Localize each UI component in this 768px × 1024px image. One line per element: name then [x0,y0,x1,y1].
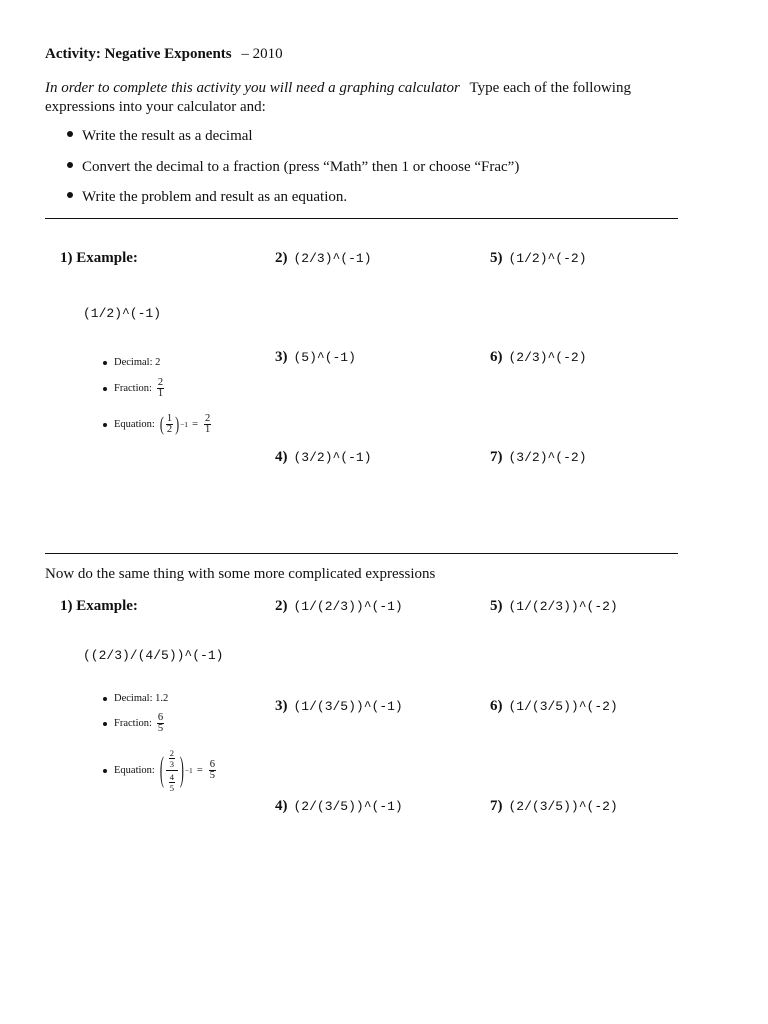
problem-number: 3) [275,349,288,365]
fraction-denominator: 5 [157,723,164,734]
bullet-text: Write the problem and result as an equation. [82,189,348,205]
compound-top [169,748,175,769]
result-numerator: 2 [204,413,211,424]
fraction-value [157,378,164,399]
bullet-text: Write the result as a decimal [82,128,253,144]
equation-compound-fraction [166,748,178,793]
problem-7 [490,798,618,815]
divider [45,553,678,554]
instruction-bullet [67,189,347,206]
top-numerator: 2 [169,748,174,758]
fraction-label: Fraction: [114,718,152,729]
fraction-value [157,713,164,734]
equation-result [209,760,216,781]
intro-plain: Type each of the following expressions into your calculator and: [45,80,631,115]
problem-expression: (2/3)^(-1) [293,251,372,266]
section2-note: Now do the same thing with some more complicated expressions [45,566,436,582]
example-equation [103,748,218,793]
problem-number: 2) [275,598,288,614]
problem-5 [490,598,618,615]
fraction-numerator: 6 [157,712,164,723]
bottom-numerator: 4 [169,772,174,782]
equation-expression [159,411,213,436]
problem-expression: (1/(2/3))^(-2) [508,599,618,614]
problem-expression: (2/3)^(-2) [508,350,587,365]
bullet-dot [103,697,107,701]
bullet-dot [103,387,107,391]
fraction-numerator: 2 [157,377,164,388]
problem-6 [490,349,587,366]
example-fraction [103,378,166,399]
problem-number: 7) [490,798,503,814]
problem-number: 7) [490,449,503,465]
equation-exponent: −1 [180,420,189,429]
problem-expression: (2/(3/5))^(-1) [293,799,403,814]
base-numerator: 1 [166,413,173,424]
top-denominator: 3 [169,759,174,769]
left-paren: ( [159,748,164,790]
right-paren: ) [175,411,180,436]
activity-year: – 2010 [241,46,283,62]
instruction-bullet [67,159,519,176]
example-label: 1) Example: [60,250,138,266]
bottom-denominator: 5 [169,783,174,793]
equation-expression [160,748,218,793]
problem-expression: (3/2)^(-1) [293,450,372,465]
problem-number: 3) [275,698,288,714]
problem-4 [275,449,372,466]
problem-expression: (1/(3/5))^(-2) [508,699,618,714]
bullet-dot [67,131,73,137]
problem-6 [490,698,618,715]
problem-expression: (1/(2/3))^(-1) [293,599,403,614]
intro-italic: In order to complete this activity you will need a graphing calculator [45,80,460,96]
equation-exponent: −1 [184,766,193,775]
equation-base [166,414,173,435]
bullet-text: Convert the decimal to a fraction (press “Math” then 1 or choose “Frac”) [82,159,520,175]
page-header [45,46,283,63]
problem-number: 6) [490,349,503,365]
bullet-dot [103,722,107,726]
fraction-label: Fraction: [114,383,152,394]
equation-label: Equation: [114,419,155,430]
equation-label: Equation: [114,765,155,776]
example-fraction [103,713,166,734]
bullet-dot [67,192,73,198]
problem-number: 4) [275,449,288,465]
result-denominator: 1 [204,424,211,435]
problem-number: 4) [275,798,288,814]
problem-number: 6) [490,698,503,714]
example-equation [103,411,213,436]
fraction-bar [166,770,178,771]
problem-expression: (1/2)^(-2) [508,251,587,266]
equation-result [204,414,211,435]
problem-3 [275,698,403,715]
left-paren: ( [159,411,164,436]
example-expression: ((2/3)/(4/5))^(-1) [83,648,224,663]
compound-bottom [169,772,175,793]
instruction-bullet [67,128,253,145]
divider [45,218,678,219]
problem-5 [490,250,587,267]
intro-paragraph [45,79,680,117]
bullet-dot [67,162,73,168]
problem-3 [275,349,356,366]
problem-expression: (3/2)^(-2) [508,450,587,465]
problem-2 [275,250,372,267]
problem-2 [275,598,403,615]
activity-title: Activity: Negative Exponents [45,46,232,62]
base-denominator: 2 [166,424,173,435]
problem-expression: (1/(3/5))^(-1) [293,699,403,714]
decimal-text: Decimal: 1.2 [114,693,169,704]
equals-sign: = [192,419,198,430]
bullet-dot [103,769,107,773]
problem-number: 5) [490,250,503,266]
result-numerator: 6 [209,759,215,770]
problem-7 [490,449,587,466]
example-expression: (1/2)^(-1) [83,306,162,321]
example-decimal [103,693,168,704]
example-decimal [103,357,160,368]
problem-expression: (5)^(-1) [293,350,356,365]
problem-expression: (2/(3/5))^(-2) [508,799,618,814]
fraction-denominator: 1 [157,388,164,399]
bullet-dot [103,361,107,365]
problem-4 [275,798,403,815]
result-denominator: 5 [209,770,215,781]
example-label: 1) Example: [60,598,138,614]
decimal-text: Decimal: 2 [114,357,161,368]
bullet-dot [103,423,107,427]
problem-number: 5) [490,598,503,614]
equals-sign: = [196,765,203,776]
right-paren: ) [179,748,184,790]
problem-number: 2) [275,250,288,266]
